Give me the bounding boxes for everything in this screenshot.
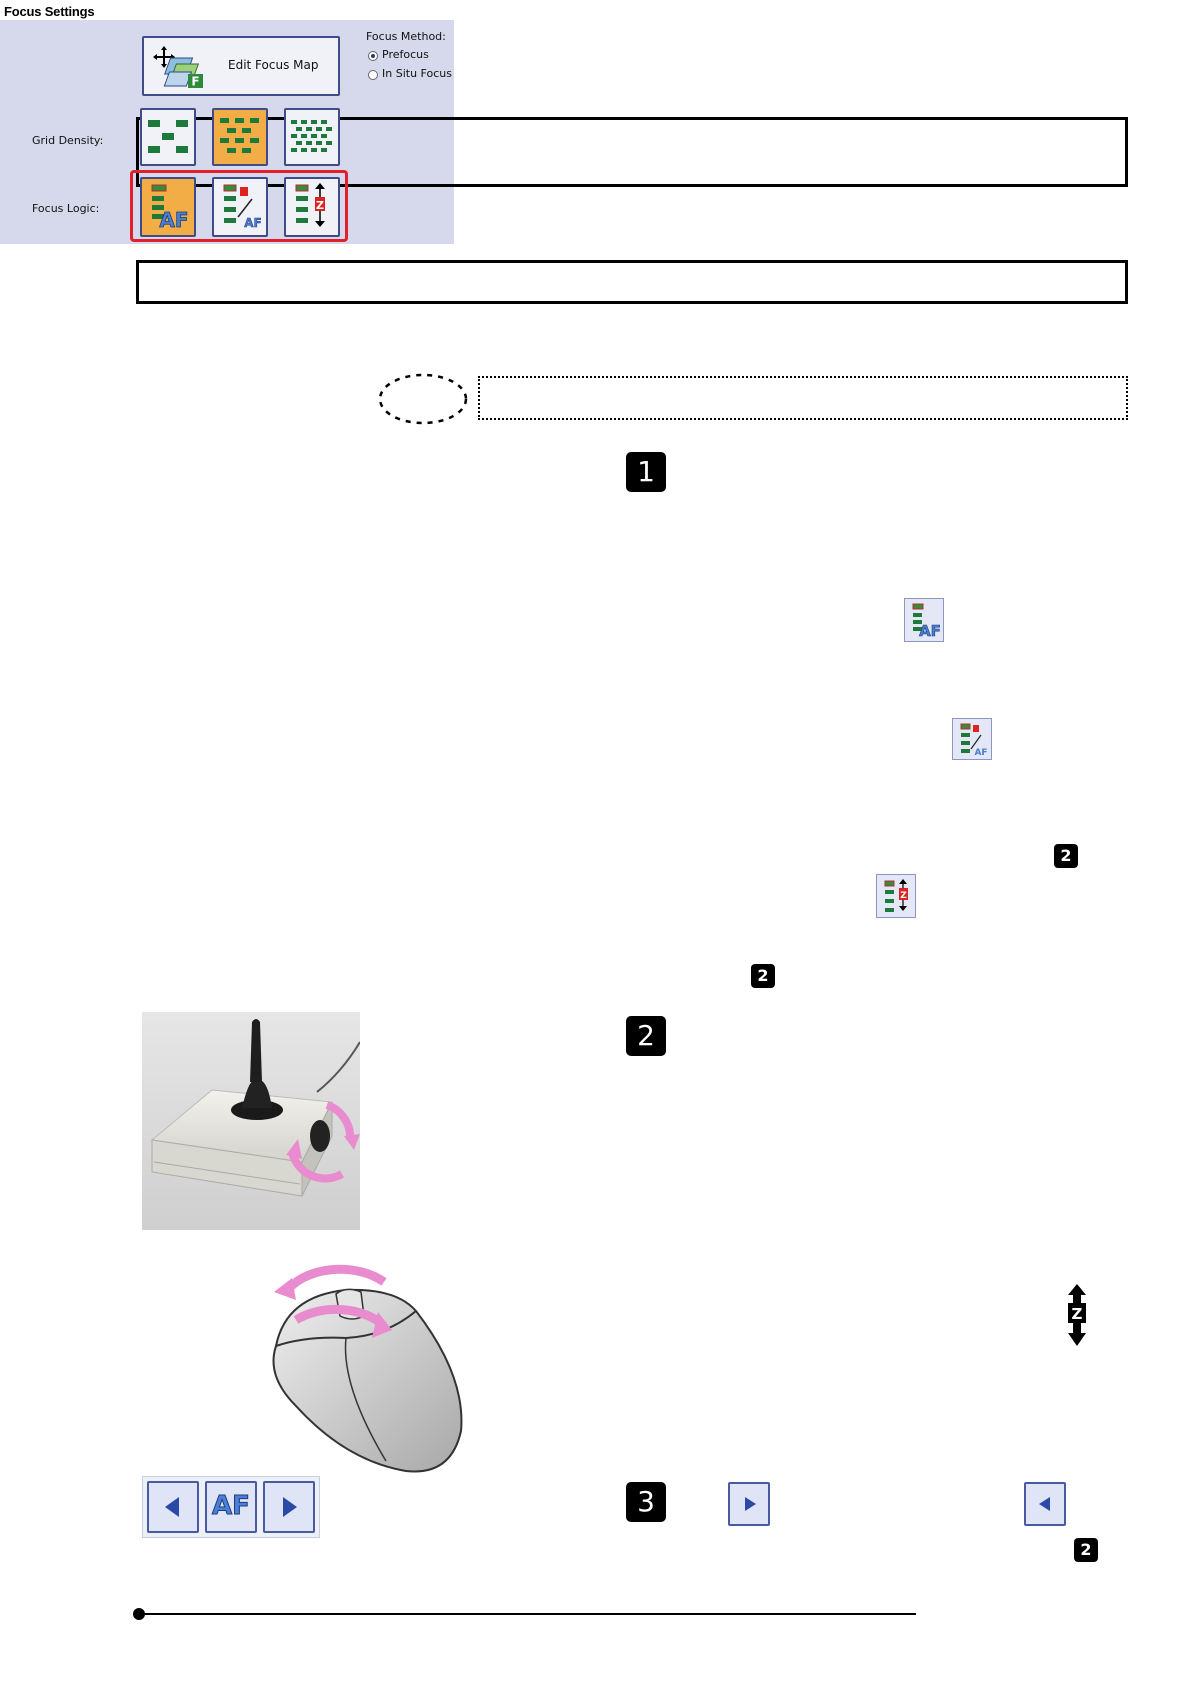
edit-focus-map-icon — [150, 44, 206, 90]
focus-logic-z-af-button[interactable] — [212, 177, 268, 237]
af-text: AF — [159, 208, 189, 232]
inline-triangle-left-icon — [1026, 1484, 1064, 1524]
focus-logic-label: Focus Logic: — [32, 202, 100, 215]
af-text-small: AF — [244, 216, 262, 230]
edit-focus-map-label: Edit Focus Map — [228, 58, 319, 72]
grid-low-icon — [142, 110, 194, 164]
af-nav-bar — [142, 1476, 320, 1538]
inline-next-icon — [728, 1482, 770, 1526]
focus-logic-af-icon — [142, 179, 194, 235]
inline-step-2-badge-c: 2 — [1074, 1538, 1098, 1562]
radio-prefocus[interactable] — [368, 51, 378, 61]
radio-in-situ-focus-label: In Situ Focus — [382, 67, 452, 80]
af-next-button[interactable] — [263, 1481, 315, 1533]
note-box — [478, 376, 1128, 420]
af-button-label: AF — [212, 1491, 250, 1521]
inline-step-2-badge-a: 2 — [1054, 844, 1078, 868]
triangle-left-icon — [149, 1483, 197, 1531]
z-axis-text: Z — [1071, 1305, 1083, 1323]
edit-focus-map-icon-letter: F — [191, 74, 200, 89]
step-1-badge: 1 — [626, 452, 666, 492]
inline-af-text: AF — [919, 622, 941, 640]
grid-density-high-button[interactable] — [284, 108, 340, 166]
joystick-controller-photo — [142, 1012, 360, 1230]
af-button[interactable] — [205, 1481, 257, 1533]
step-3-badge: 3 — [626, 1482, 666, 1522]
triangle-right-icon — [265, 1483, 313, 1531]
inline-prev-icon — [1024, 1482, 1066, 1526]
grid-density-low-button[interactable] — [140, 108, 196, 166]
focus-settings-title: Focus Settings — [4, 4, 95, 19]
inline-z-af-text: AF — [974, 748, 988, 758]
focus-method-label: Focus Method: — [366, 30, 446, 43]
step-2-badge: 2 — [626, 1016, 666, 1056]
z-axis-icon — [1064, 1282, 1090, 1348]
edit-focus-map-button[interactable] — [142, 36, 340, 96]
focus-logic-af-button[interactable] — [140, 177, 196, 237]
grid-high-icon — [286, 110, 338, 164]
radio-in-situ-focus[interactable] — [368, 70, 378, 80]
grid-medium-icon — [214, 110, 266, 164]
mouse-wheel-illustration — [266, 1256, 476, 1478]
radio-prefocus-label: Prefocus — [382, 48, 429, 61]
af-prev-button[interactable] — [147, 1481, 199, 1533]
focus-logic-z-icon — [286, 179, 338, 235]
grid-density-medium-button[interactable] — [212, 108, 268, 166]
footer-rule — [140, 1613, 916, 1615]
inline-z-icon — [876, 874, 916, 918]
inline-triangle-right-icon — [730, 1484, 768, 1524]
inline-step-2-badge-b: 2 — [751, 964, 775, 988]
inline-z-af-icon — [952, 718, 992, 760]
inline-af-icon — [904, 598, 944, 642]
focus-logic-z-af-icon — [214, 179, 266, 235]
header-box-2 — [136, 260, 1128, 304]
z-text: Z — [316, 199, 324, 212]
inline-z-text: Z — [900, 891, 907, 901]
grid-density-label: Grid Density: — [32, 134, 104, 147]
note-marker-icon — [378, 372, 468, 426]
focus-logic-z-button[interactable] — [284, 177, 340, 237]
